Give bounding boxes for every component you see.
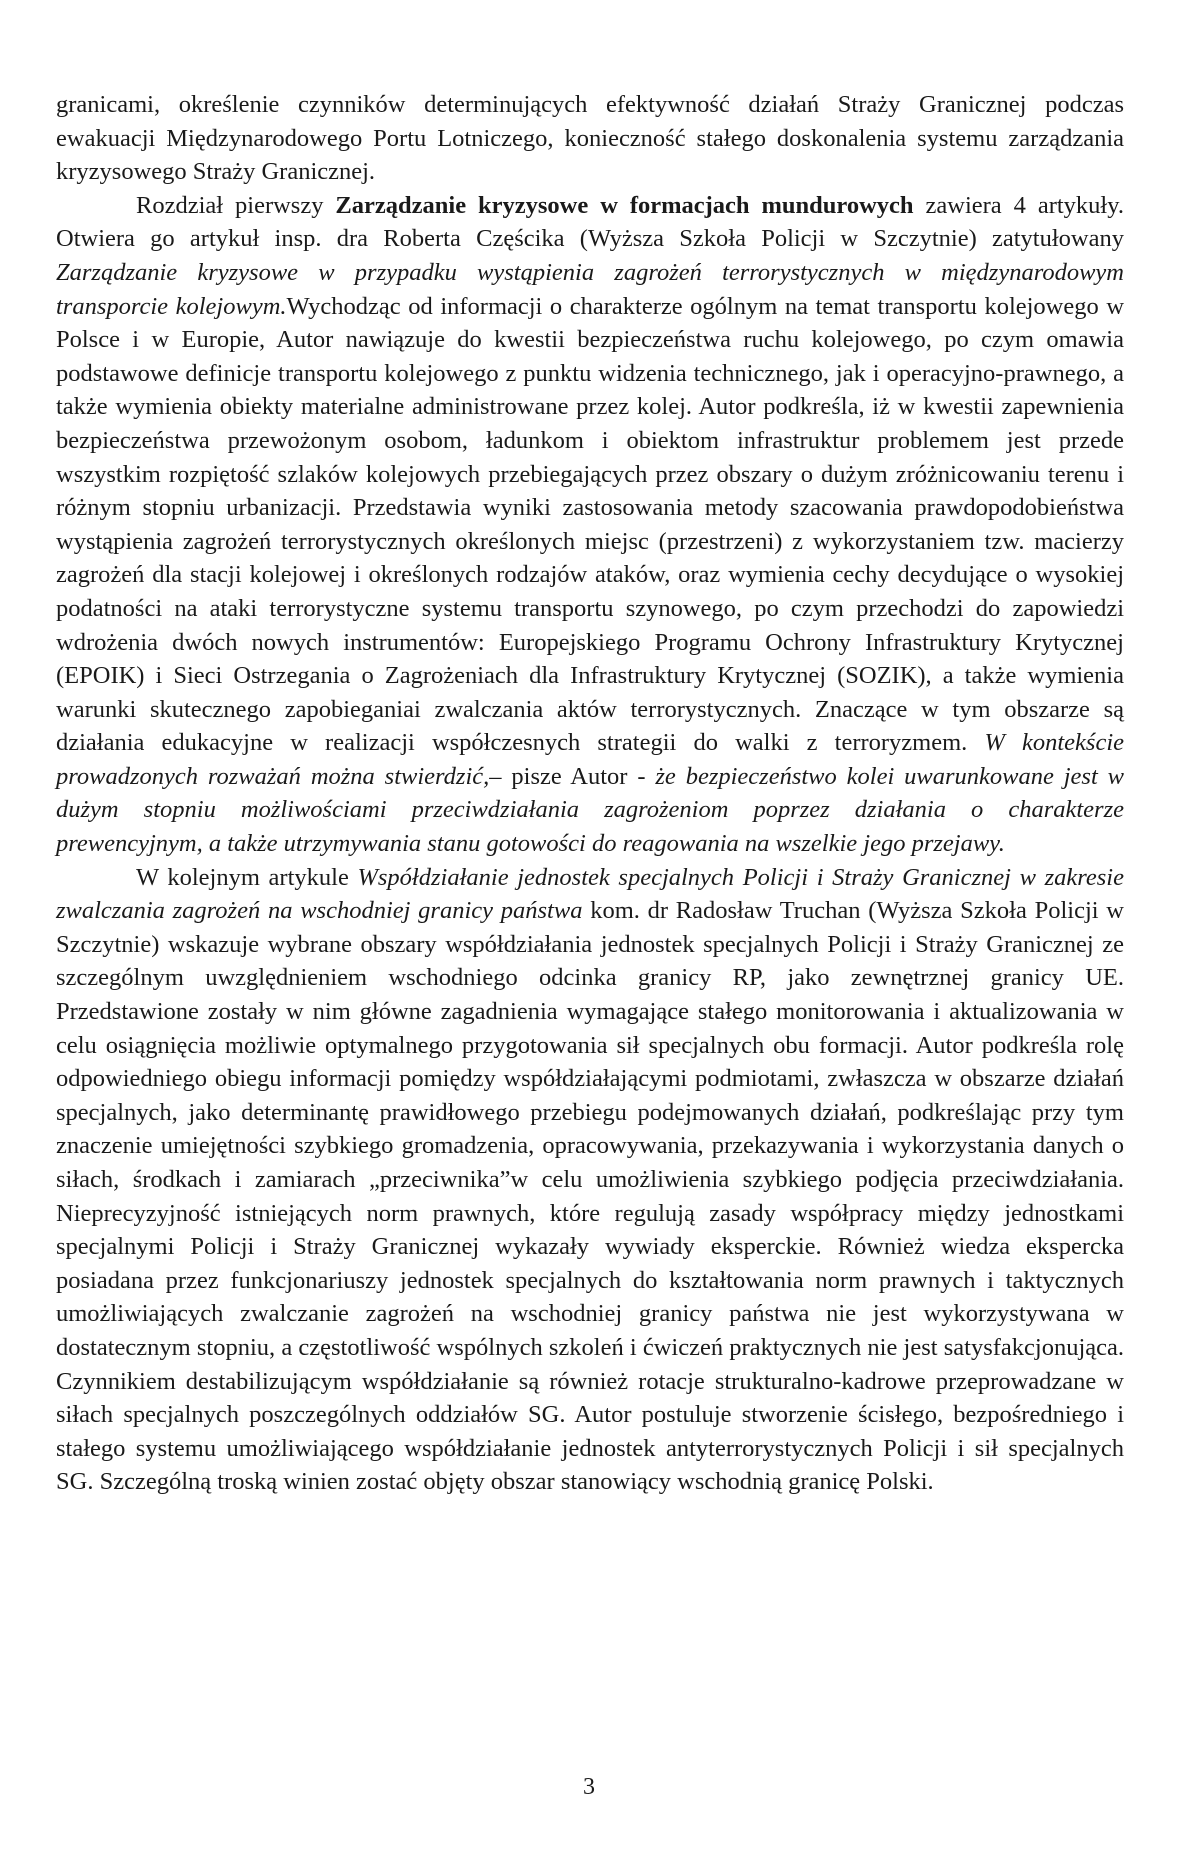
paragraph-3-text: kom. dr Radosław Truchan (Wyższa Szkoła Policji w Szczytnie) wskazuje wybrane obszary współdziałania jednostek specjalnych Policji i Straży Granicznej ze szczególnym uwzględnieniem wschodniego odcinka granicy RP, jako zewnętrznej granicy UE. Przedstawione zostały w nim główne zagadnienia wymagające stałego monitorowania i aktualizowania w celu osiągnięcia możliwie optymalnego przygotowania sił specjalnych obu formacji. Autor podkreśla rolę odpowiedniego obiegu informacji pomiędzy współdziałającymi podmiotami, zwłaszcza w obszarze działań specjalnych, jako determinantę prawidłowego przebiegu podejmowanych działań, podkreślając przy tym znaczenie umiejętności szybkiego gromadzenia, opracowywania, przekazywania i wykorzystania danych o siłach, środkach i zamiarach „przeciwnika”w celu umożliwienia szybkiego podjęcia przeciwdziałania. Nieprecyzyjność istniejących norm prawnych, które regulują zasady współpracy między jednostkami specjalnymi Policji i Straży Granicznej wykazały wywiady eksperckie. Również wiedza ekspercka posiadana przez funkcjonariuszy jednostek specjalnych do kształtowania norm prawnych i taktycznych umożliwiających zwalczanie zagrożeń na wschodniej granicy państwa nie jest wykorzystywana w dostatecznym stopniu, a częstotliwość wspólnych szkoleń i ćwiczeń praktycznych nie jest satysfakcjonująca. Czynnikiem destabilizującym współdziałanie są również rotacje strukturalno-kadrowe przeprowadzane w siłach specjalnych poszczególnych oddziałów SG. Autor postuluje stworzenie ścisłego, bezpośredniego i stałego systemu umożliwiającego współdziałanie jednostek antyterrorystycznych Policji i sił specjalnych SG. Szczególną troską winien zostać objęty obszar stanowiący wschodnią granicę Polski. [56, 897, 1124, 1496]
paragraph-3 [56, 861, 1124, 1499]
quote-part-2: że bezpieczeństwo kolei uwarunkowane jest w dużym stopniu możliwościami przeciwdziałania zagrożeniom poprzez działania o charakterze prewencyjnym, a także utrzymywania stanu gotowości do reagowania na wszelkie jego przejawy. [56, 762, 1124, 858]
paragraph-2-text-2: Wychodząc od informacji o charakterze ogólnym na temat transportu kolejowego w Polsce i w Europie, Autor nawiązuje do kwestii bezpieczeństwa ruchu kolejowego, po czym omawia podstawowe definicje transportu kolejowego z punktu widzenia technicznego, jak i operacyjno-prawnego, a także wymienia obiekty materialne administrowane przez kolej. Autor podkreśla, iż w kwestii zapewnienia bezpieczeństwa przewożonym osobom, ładunkom i obiektom infrastruktur problemem jest przede wszystkim rozpiętość szlaków kolejowych przebiegających przez obszary o dużym zróżnicowaniu terenu i różnym stopniu urbanizacji. Przedstawia wyniki zastosowania metody szacowania prawdopodobieństwa wystąpienia zagrożeń terrorystycznych określonych miejsc (przestrzeni) z wykorzystaniem tzw. macierzy zagrożeń dla stacji kolejowej i określonych rodzajów ataków, oraz wymienia cechy decydujące o wysokiej podatności na ataki terrorystyczne systemu transportu szynowego, po czym przechodzi do zapowiedzi wdrożenia dwóch nowych instrumentów: Europejskiego Programu Ochrony Infrastruktury Krytycznej (EPOIK) i Sieci Ostrzegania o Zagrożeniach dla Infrastruktury Krytycznej (SOZIK), a także wymienia warunki skutecznego zapobieganiai zwalczania aktów terrorystycznych. Znaczące w tym obszarze są działania edukacyjne w realizacji współczesnych strategii do walki z terroryzmem. [56, 292, 1125, 757]
quote-part-1: W kontekście prowadzonych rozważań można stwierdzić, [56, 729, 1124, 790]
quote-attribution: – pisze Autor - [489, 762, 656, 790]
paragraph-3-intro: W kolejnym artykule [136, 863, 358, 891]
document-body [56, 88, 1124, 1499]
paragraph-2-intro: Rozdział pierwszy [136, 191, 336, 219]
article-title-2: Współdziałanie jednostek specjalnych Policji i Straży Granicznej w zakresie zwalczania zagrożeń na wschodniej granicy państwa [56, 863, 1124, 925]
paragraph-2-text-1: zawiera 4 artykuły. Otwiera go artykuł insp. dra Roberta Częścika (Wyższa Szkoła Policji w Szczytnie) zatytułowany [56, 191, 1124, 253]
chapter-title: Zarządzanie kryzysowe w formacjach mundurowych [335, 191, 914, 219]
article-title-1: Zarządzanie kryzysowe w przypadku wystąpienia zagrożeń terrorystycznych w międzynarodowym transporcie kolejowym. [56, 258, 1124, 320]
paragraph-2 [56, 189, 1124, 861]
paragraph-1: granicami, określenie czynników determinujących efektywność działań Straży Granicznej podczas ewakuacji Międzynarodowego Portu Lotniczego, konieczność stałego doskonalenia systemu zarządzania kryzysowego Straży Granicznej. [56, 91, 1124, 186]
page-number: 3 [583, 1774, 595, 1800]
